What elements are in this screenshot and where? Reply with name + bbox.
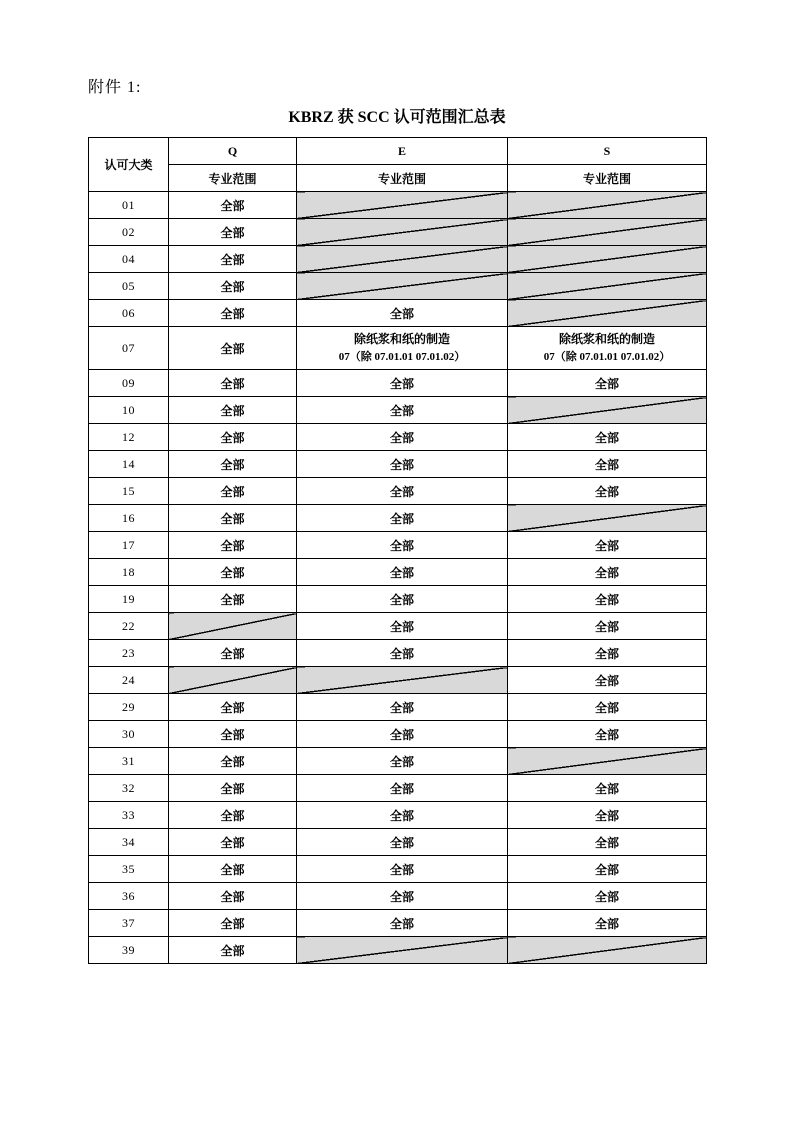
table-header [89, 138, 707, 192]
row-category: 23 [89, 640, 169, 667]
table-row [89, 721, 707, 748]
row-category: 31 [89, 748, 169, 775]
row-category: 22 [89, 613, 169, 640]
table-row [89, 478, 707, 505]
scope-cell-e: 全部 [297, 478, 508, 505]
scope-cell-q: 全部 [169, 273, 297, 300]
row-category: 16 [89, 505, 169, 532]
scope-cell-e: 全部 [297, 370, 508, 397]
scope-cell-s-not-applicable [508, 505, 707, 532]
scope-cell-s-not-applicable [508, 219, 707, 246]
table-body [89, 192, 707, 964]
table-row [89, 802, 707, 829]
row-category: 04 [89, 246, 169, 273]
scope-cell-q: 全部 [169, 775, 297, 802]
row-category: 33 [89, 802, 169, 829]
table-row [89, 370, 707, 397]
scope-cell-s: 全部 [508, 829, 707, 856]
accreditation-scope-table [88, 137, 707, 964]
table-row [89, 424, 707, 451]
row-category: 06 [89, 300, 169, 327]
row-category: 01 [89, 192, 169, 219]
row-category: 32 [89, 775, 169, 802]
header-row-scope [89, 165, 707, 192]
scope-cell-line: 除纸浆和纸的制造 [353, 332, 450, 346]
table-row [89, 856, 707, 883]
scope-cell-e-not-applicable [297, 667, 508, 694]
scope-cell-s-not-applicable [508, 937, 707, 964]
scope-cell-q: 全部 [169, 559, 297, 586]
table-row [89, 775, 707, 802]
scope-cell-q: 全部 [169, 694, 297, 721]
scope-cell-s: 全部 [508, 451, 707, 478]
scope-cell-q-not-applicable [169, 667, 297, 694]
scope-cell-q: 全部 [169, 478, 297, 505]
scope-cell-s: 全部 [508, 532, 707, 559]
row-category: 39 [89, 937, 169, 964]
scope-cell-e: 全部 [297, 613, 508, 640]
row-category: 05 [89, 273, 169, 300]
scope-cell-q: 全部 [169, 370, 297, 397]
row-category: 09 [89, 370, 169, 397]
table-row [89, 532, 707, 559]
scope-cell-e-not-applicable [297, 219, 508, 246]
row-category: 24 [89, 667, 169, 694]
scope-cell-s-not-applicable [508, 397, 707, 424]
scope-cell-q: 全部 [169, 219, 297, 246]
scope-cell-q: 全部 [169, 883, 297, 910]
scope-cell-q: 全部 [169, 586, 297, 613]
scope-cell-q-not-applicable [169, 613, 297, 640]
scope-cell-s: 全部 [508, 613, 707, 640]
row-category: 18 [89, 559, 169, 586]
scope-cell-e: 全部 [297, 883, 508, 910]
table-row [89, 937, 707, 964]
table-row [89, 300, 707, 327]
row-category: 37 [89, 910, 169, 937]
table-row [89, 883, 707, 910]
scope-cell-e-not-applicable [297, 937, 508, 964]
scope-cell-q: 全部 [169, 505, 297, 532]
row-category: 10 [89, 397, 169, 424]
scope-cell-e: 全部 [297, 802, 508, 829]
scope-cell-s: 全部 [508, 883, 707, 910]
scope-cell-s: 全部 [508, 640, 707, 667]
scope-cell-e: 全部 [297, 775, 508, 802]
table-row [89, 748, 707, 775]
scope-cell-e [297, 327, 508, 370]
scope-cell-s: 全部 [508, 775, 707, 802]
table-row [89, 586, 707, 613]
table-row [89, 273, 707, 300]
scope-cell-e: 全部 [297, 451, 508, 478]
scope-cell-q: 全部 [169, 640, 297, 667]
scope-cell-e: 全部 [297, 505, 508, 532]
scope-cell-q: 全部 [169, 532, 297, 559]
scope-cell-e: 全部 [297, 397, 508, 424]
table-row [89, 910, 707, 937]
column-header-s: S [508, 138, 707, 165]
scope-cell-q: 全部 [169, 748, 297, 775]
scope-cell-s: 全部 [508, 910, 707, 937]
table-row [89, 327, 707, 370]
table-row [89, 829, 707, 856]
row-category: 19 [89, 586, 169, 613]
scope-cell-line: 07（除 07.01.01 07.01.02） [338, 351, 466, 363]
scope-cell-e: 全部 [297, 300, 508, 327]
table-row [89, 397, 707, 424]
row-category: 14 [89, 451, 169, 478]
scope-cell-q: 全部 [169, 327, 297, 370]
row-category: 35 [89, 856, 169, 883]
row-category: 17 [89, 532, 169, 559]
table-row [89, 640, 707, 667]
row-category: 07 [89, 327, 169, 370]
scope-cell-s-not-applicable [508, 273, 707, 300]
scope-header-e: 专业范围 [297, 165, 508, 192]
row-category: 30 [89, 721, 169, 748]
column-header-q: Q [169, 138, 297, 165]
scope-cell-q: 全部 [169, 246, 297, 273]
scope-cell-s: 全部 [508, 856, 707, 883]
scope-cell-s: 全部 [508, 586, 707, 613]
scope-cell-q: 全部 [169, 451, 297, 478]
scope-cell-e: 全部 [297, 748, 508, 775]
scope-header-s: 专业范围 [508, 165, 707, 192]
table-row [89, 613, 707, 640]
scope-cell-e: 全部 [297, 829, 508, 856]
scope-cell-s: 全部 [508, 721, 707, 748]
scope-cell-s: 全部 [508, 478, 707, 505]
scope-cell-e: 全部 [297, 532, 508, 559]
scope-cell-e: 全部 [297, 559, 508, 586]
page-title: KBRZ 获 SCC 认可范围汇总表 [288, 109, 506, 126]
scope-cell-e: 全部 [297, 856, 508, 883]
scope-cell-e: 全部 [297, 694, 508, 721]
scope-cell-q: 全部 [169, 397, 297, 424]
table-row [89, 667, 707, 694]
table-row [89, 559, 707, 586]
scope-cell-q: 全部 [169, 856, 297, 883]
scope-cell-s-not-applicable [508, 246, 707, 273]
scope-cell-e: 全部 [297, 721, 508, 748]
scope-cell-q: 全部 [169, 829, 297, 856]
row-category: 12 [89, 424, 169, 451]
scope-cell-s [508, 327, 707, 370]
row-category: 29 [89, 694, 169, 721]
scope-cell-line: 07（除 07.01.01 07.01.02） [543, 351, 671, 363]
table-row [89, 694, 707, 721]
scope-cell-s: 全部 [508, 667, 707, 694]
column-header-e: E [297, 138, 508, 165]
scope-cell-q: 全部 [169, 910, 297, 937]
scope-cell-e-not-applicable [297, 246, 508, 273]
scope-cell-q: 全部 [169, 192, 297, 219]
table-row [89, 192, 707, 219]
scope-cell-e: 全部 [297, 640, 508, 667]
row-category: 34 [89, 829, 169, 856]
scope-cell-q: 全部 [169, 721, 297, 748]
scope-cell-q: 全部 [169, 802, 297, 829]
table-row [89, 505, 707, 532]
scope-cell-e: 全部 [297, 586, 508, 613]
scope-cell-line: 除纸浆和纸的制造 [558, 332, 655, 346]
row-category: 02 [89, 219, 169, 246]
attachment-label: 附件 1: [88, 79, 142, 96]
table-row [89, 246, 707, 273]
scope-cell-s: 全部 [508, 559, 707, 586]
scope-header-q: 专业范围 [169, 165, 297, 192]
scope-cell-e-not-applicable [297, 273, 508, 300]
scope-cell-s-not-applicable [508, 192, 707, 219]
scope-cell-e: 全部 [297, 910, 508, 937]
scope-cell-q: 全部 [169, 300, 297, 327]
header-row-codes [89, 138, 707, 165]
table-row [89, 451, 707, 478]
scope-cell-s-not-applicable [508, 300, 707, 327]
scope-cell-e-not-applicable [297, 192, 508, 219]
scope-cell-s: 全部 [508, 694, 707, 721]
scope-cell-q: 全部 [169, 937, 297, 964]
scope-cell-s-not-applicable [508, 748, 707, 775]
row-category: 36 [89, 883, 169, 910]
scope-cell-q: 全部 [169, 424, 297, 451]
scope-cell-s: 全部 [508, 424, 707, 451]
scope-cell-e: 全部 [297, 424, 508, 451]
column-header-category: 认可大类 [89, 138, 169, 192]
scope-cell-s: 全部 [508, 370, 707, 397]
scope-cell-s: 全部 [508, 802, 707, 829]
row-category: 15 [89, 478, 169, 505]
table-row [89, 219, 707, 246]
